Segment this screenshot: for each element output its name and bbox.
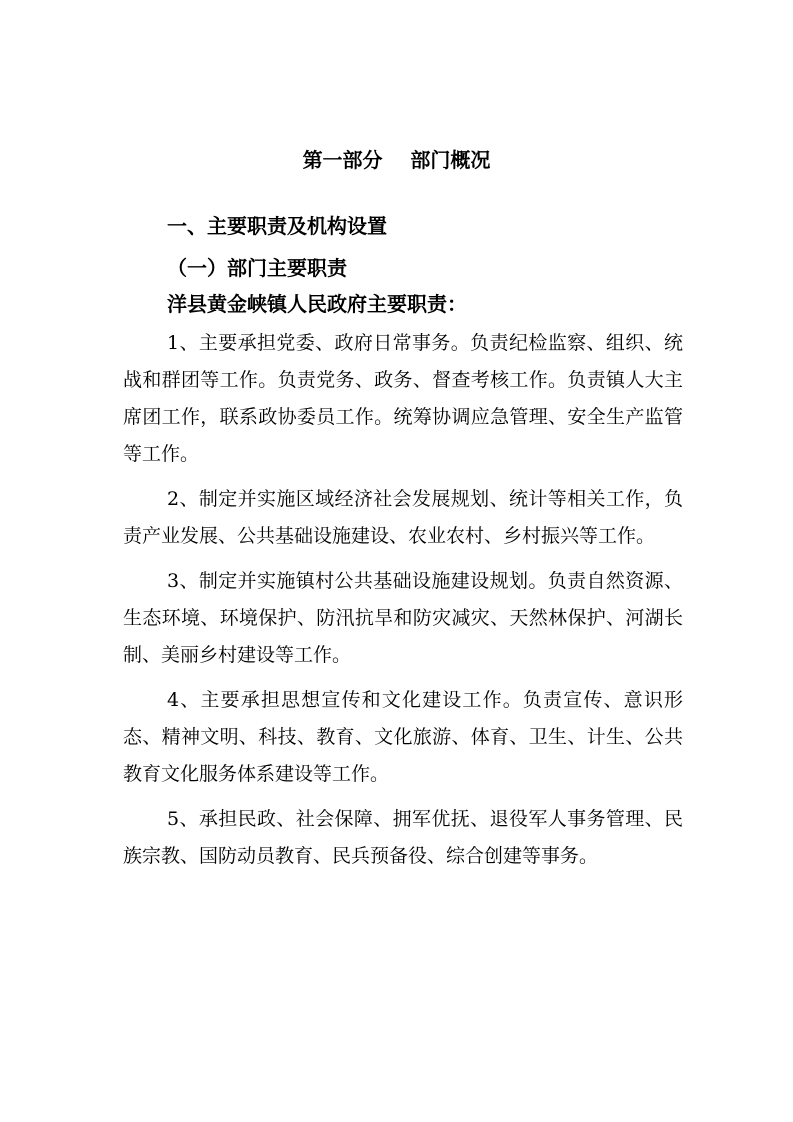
page-title: 第一部分 部门概况 [302, 148, 491, 172]
responsibilities-body [123, 325, 683, 883]
paragraph-5: 5、承担民政、社会保障、拥军优抚、退役军人事务管理、民族宗教、国防动员教育、民兵预备役、综合创建等事务。 [123, 808, 683, 867]
paragraph-4: 4、主要承担思想宣传和文化建设工作。负责宣传、意识形态、精神文明、科技、教育、文化旅游、体育、卫生、计生、公共教育文化服务体系建设等工作。 [123, 689, 683, 785]
paragraph-2: 2、制定并实施区域经济社会发展规划、统计等相关工作，负责产业发展、公共基础设施建设、农业农村、乡村振兴等工作。 [123, 488, 683, 547]
responsibilities-heading: 洋县黄金峡镇人民政府主要职责： [167, 292, 467, 316]
paragraph-1: 1、主要承担党委、政府日常事务。负责纪检监察、组织、统战和群团等工作。负责党务、政务、督查考核工作。负责镇人大主席团工作，联系政协委员工作。统筹协调应急管理、安全生产监管等工作。 [123, 332, 683, 465]
paragraph-3: 3、制定并实施镇村公共基础设施建设规划。负责自然资源、生态环境、环境保护、防汛抗旱和防灾减灾、天然林保护、河湖长制、美丽乡村建设等工作。 [123, 570, 683, 666]
subsection-heading: （一）部门主要职责 [167, 256, 347, 280]
section-heading: 一、主要职责及机构设置 [167, 214, 387, 238]
